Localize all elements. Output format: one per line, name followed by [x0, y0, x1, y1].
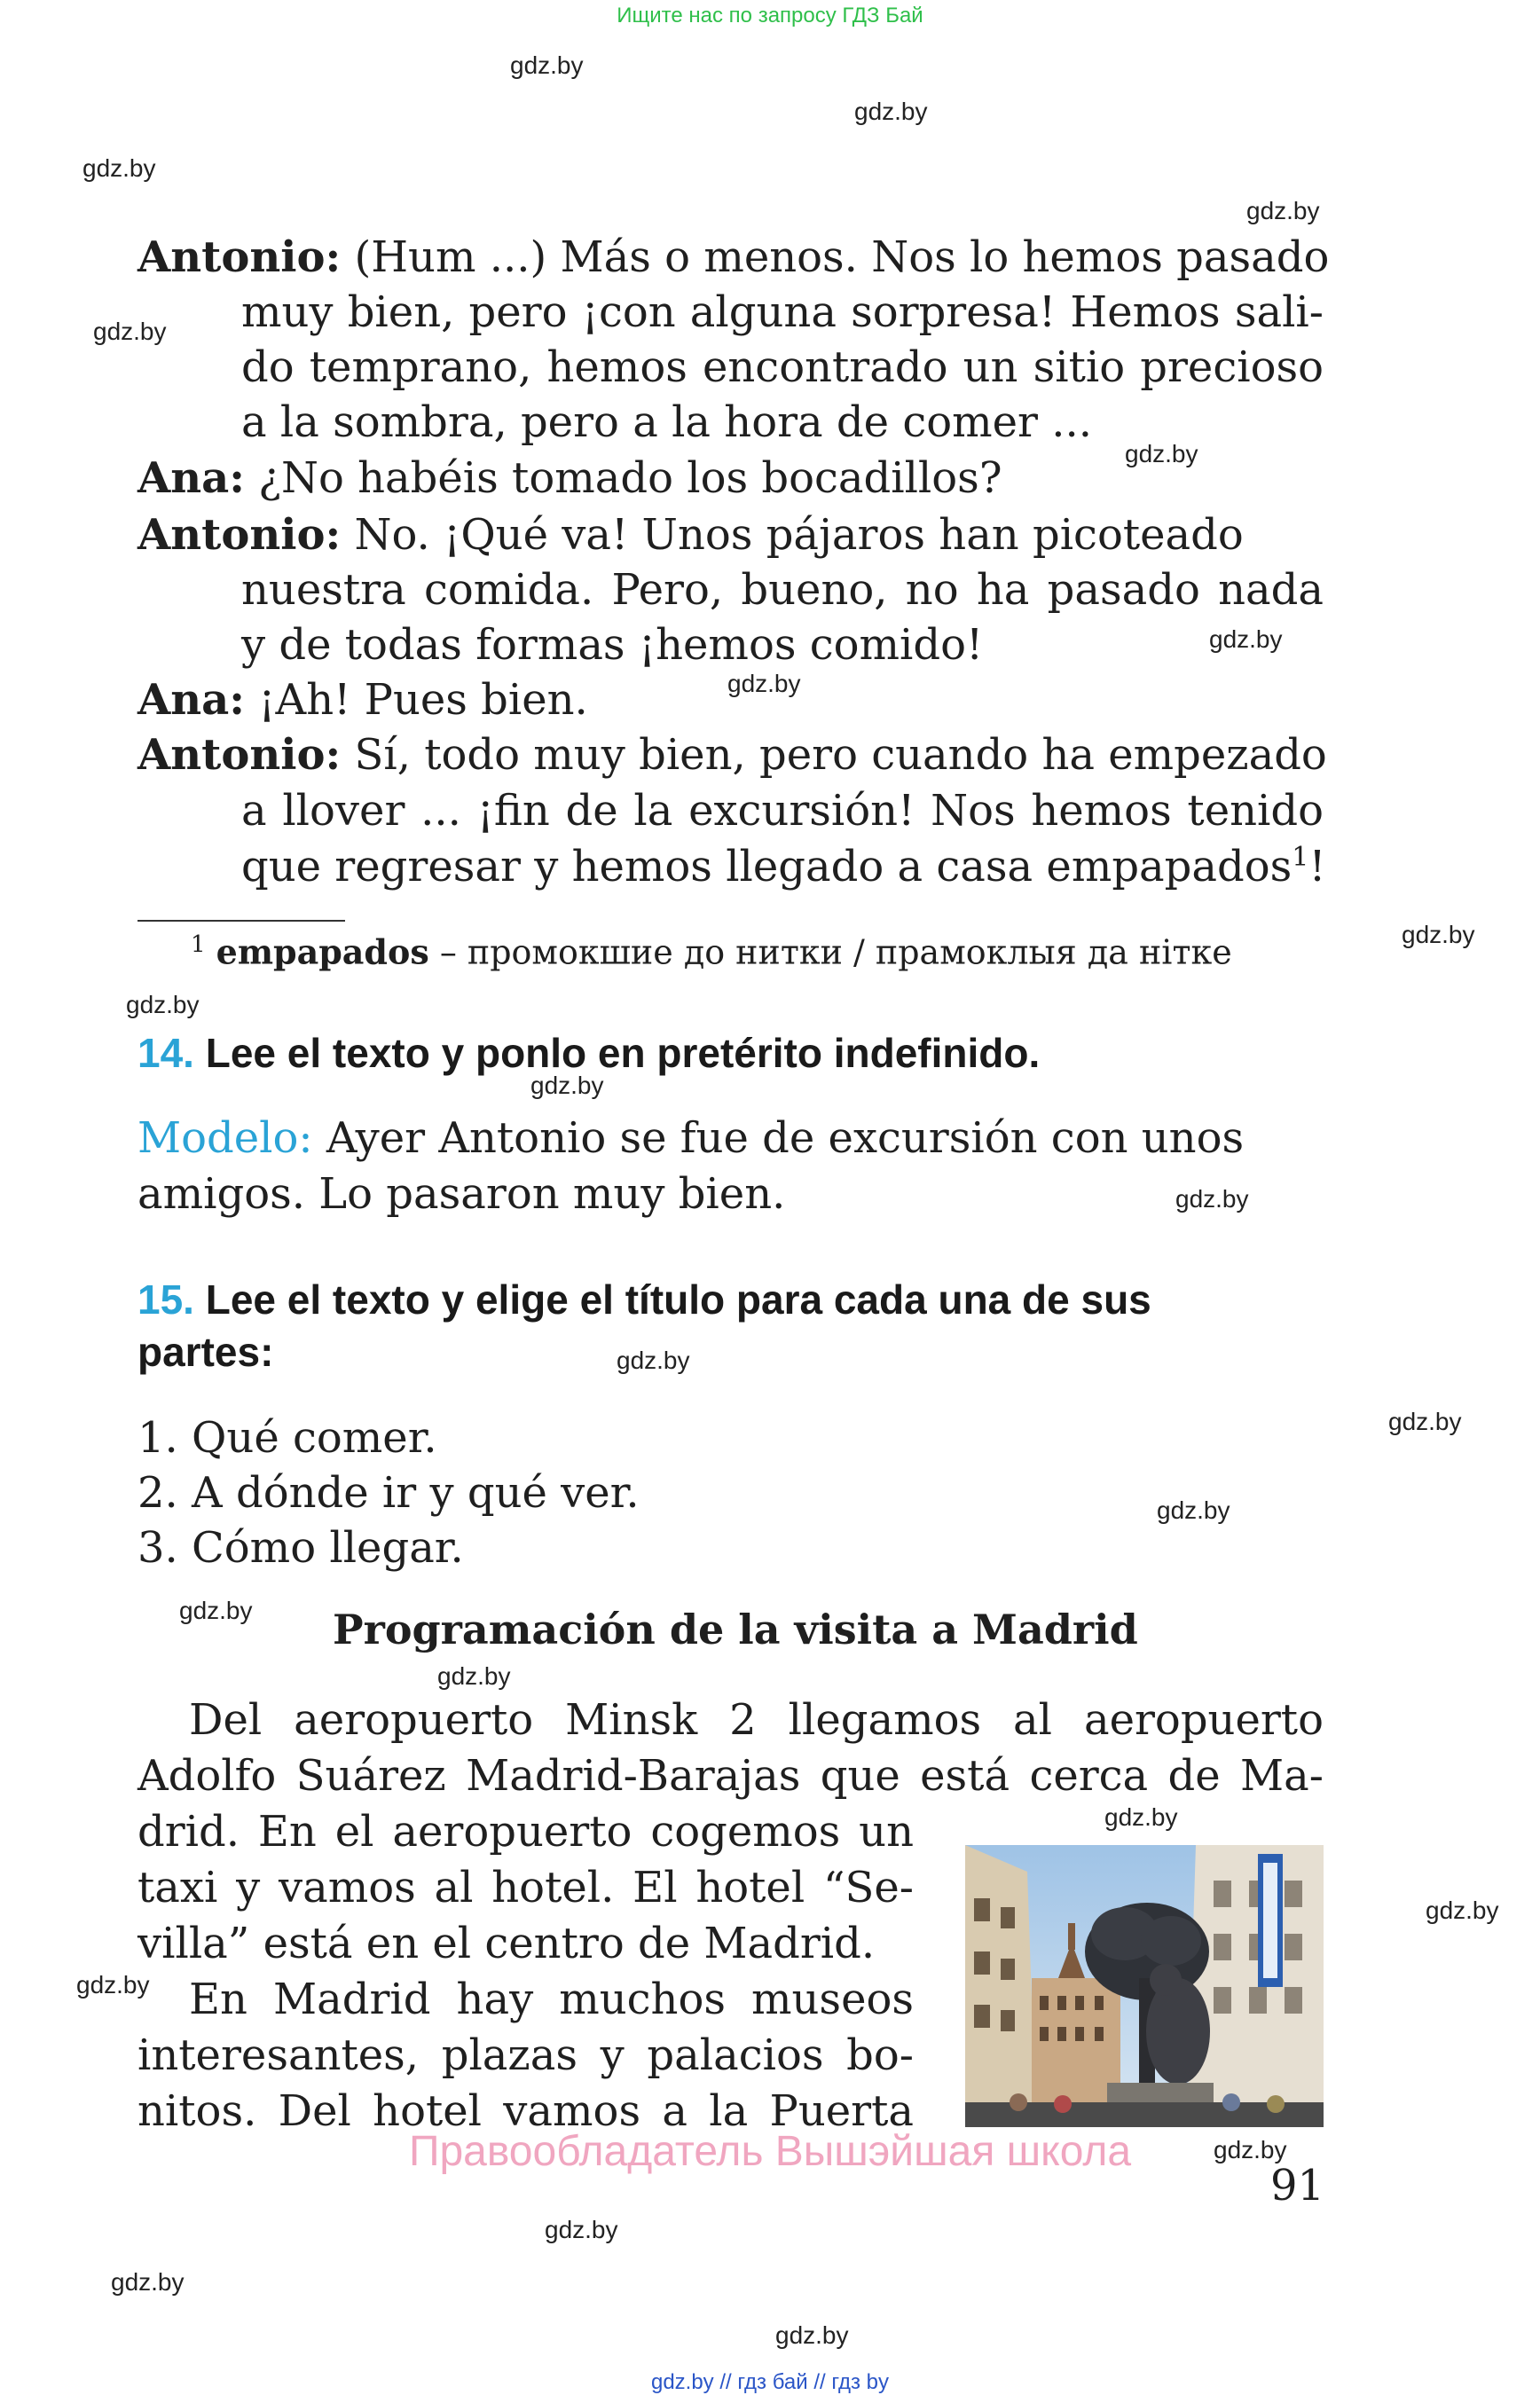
- reading-line: Adolfo Suárez Madrid-Barajas que está cerca de Ma-: [138, 1751, 1324, 1801]
- dialogue-text: Sí, todo muy bien, pero cuando ha empezado: [354, 730, 1327, 780]
- option-item: 3. Cómo llegar.: [138, 1523, 464, 1573]
- watermark: gdz.by: [1388, 1408, 1462, 1435]
- watermark: gdz.by: [76, 1971, 150, 1999]
- page-number: 91: [1270, 2161, 1325, 2211]
- watermark: gdz.by: [82, 154, 156, 182]
- exercise-15-heading-continued: partes:: [138, 1329, 274, 1375]
- dialogue-text: que regresar y hemos llegado a casa empapados: [241, 842, 1292, 891]
- watermark: gdz.by: [93, 318, 167, 345]
- dialogue-line: muy bien, pero ¡con alguna sorpresa! Hemos sali-: [241, 287, 1324, 337]
- dialogue-text: ¿No habéis tomado los bocadillos?: [258, 453, 1002, 503]
- watermark: gdz.by: [727, 670, 801, 697]
- dialogue-line: a llover ... ¡fin de la excursión! Nos hemos tenido: [241, 786, 1324, 836]
- watermark: gdz.by: [1214, 2136, 1287, 2163]
- watermark: gdz.by: [1104, 1803, 1178, 1831]
- footnote: [191, 931, 1232, 972]
- speaker-name: Ana:: [138, 453, 245, 503]
- dialogue-text: ¡Ah! Pues bien.: [258, 675, 588, 725]
- dialogue-line: y de todas formas ¡hemos comido!: [241, 620, 984, 670]
- dialogue-line: do temprano, hemos encontrado un sitio precioso: [241, 342, 1324, 392]
- speaker-name: Ana:: [138, 675, 245, 725]
- footnote-word: empapados: [216, 931, 429, 972]
- watermark: gdz.by: [1246, 197, 1320, 224]
- footer-links[interactable]: gdz.by // гдз бай // гдз by: [650, 2370, 890, 2394]
- speaker-name: Antonio:: [138, 730, 342, 780]
- modelo-line: amigos. Lo pasaron muy bien.: [138, 1169, 786, 1219]
- watermark: gdz.by: [437, 1662, 511, 1690]
- reading-line: drid. En el aeropuerto cogemos un: [138, 1807, 914, 1857]
- top-banner[interactable]: Ищите нас по запросу ГДЗ Бай: [617, 4, 923, 27]
- option-item: 2. A dónde ir y qué ver.: [138, 1468, 640, 1518]
- dialogue-text: (Hum ...) Más o menos. Nos lo hemos pasado: [354, 232, 1330, 282]
- footnote-translation: – промокшие до нитки / прамоклыя да нітке: [428, 932, 1232, 972]
- watermark: gdz.by: [545, 2216, 618, 2243]
- dialogue-line: a la sombra, pero a la hora de comer ...: [241, 397, 1092, 447]
- dialogue-line: [138, 727, 1327, 782]
- reading-line: nitos. Del hotel vamos a la Puerta: [138, 2086, 914, 2136]
- watermark: gdz.by: [1209, 625, 1283, 653]
- exercise-number: 15.: [138, 1276, 194, 1323]
- speaker-name: Antonio:: [138, 232, 342, 282]
- dialogue-text: No. ¡Qué va! Unos pájaros han picoteado: [354, 510, 1244, 560]
- dialogue-line: [138, 672, 588, 727]
- speaker-name: Antonio:: [138, 510, 342, 560]
- footnote-number: 1: [191, 931, 206, 958]
- watermark: gdz.by: [530, 1072, 604, 1099]
- option-item: 1. Qué comer.: [138, 1413, 437, 1463]
- watermark: gdz.by: [126, 991, 200, 1018]
- madrid-photo: [965, 1845, 1324, 2127]
- exercise-instruction: Lee el texto y elige el título para cada una de sus: [193, 1276, 1151, 1323]
- copyright-notice: Правообладатель Вышэйшая школа: [408, 2128, 1132, 2175]
- footnote-divider: [138, 920, 345, 922]
- dialogue-line: que regresar y hemos llegado a casa empapados$^1$!: [241, 842, 1326, 891]
- watermark: gdz.by: [617, 1347, 690, 1374]
- modelo-text: Ayer Antonio se fue de excursión con unos: [312, 1113, 1245, 1163]
- footnote-marker: 1: [1292, 842, 1309, 873]
- reading-line: villa” está en el centro de Madrid.: [138, 1919, 876, 1968]
- dialogue-line: [138, 451, 1002, 506]
- watermark: gdz.by: [179, 1597, 253, 1624]
- watermark: gdz.by: [1175, 1185, 1249, 1213]
- watermark: gdz.by: [1426, 1896, 1499, 1924]
- exercise-14-heading: [138, 1029, 1040, 1077]
- reading-line: En Madrid hay muchos museos: [189, 1975, 914, 2024]
- watermark: gdz.by: [1157, 1496, 1230, 1524]
- watermark: gdz.by: [1402, 921, 1475, 948]
- watermark: gdz.by: [510, 51, 584, 79]
- exercise-15-heading: [138, 1276, 1151, 1323]
- exercise-instruction: Lee el texto y ponlo en pretérito indefinido.: [193, 1030, 1041, 1076]
- reading-title: Programación de la visita a Madrid: [333, 1606, 1138, 1653]
- watermark: gdz.by: [1125, 440, 1198, 467]
- modelo-line: [138, 1111, 1324, 1166]
- dialogue-line: [138, 230, 1330, 285]
- watermark: gdz.by: [111, 2268, 185, 2296]
- watermark: gdz.by: [854, 98, 928, 125]
- reading-line: interesantes, plazas y palacios bo-: [138, 2030, 914, 2080]
- dialogue-line: nuestra comida. Pero, bueno, no ha pasado nada: [241, 565, 1324, 615]
- modelo-label: Modelo:: [138, 1113, 313, 1163]
- photo-illustration: [965, 1845, 1324, 2127]
- reading-line: taxi y vamos al hotel. El hotel “Se-: [138, 1863, 914, 1912]
- exercise-number: 14.: [138, 1030, 194, 1076]
- reading-line: Del aeropuerto Minsk 2 llegamos al aeropuerto: [189, 1695, 1324, 1745]
- dialogue-line: [138, 507, 1324, 562]
- watermark: gdz.by: [775, 2321, 849, 2349]
